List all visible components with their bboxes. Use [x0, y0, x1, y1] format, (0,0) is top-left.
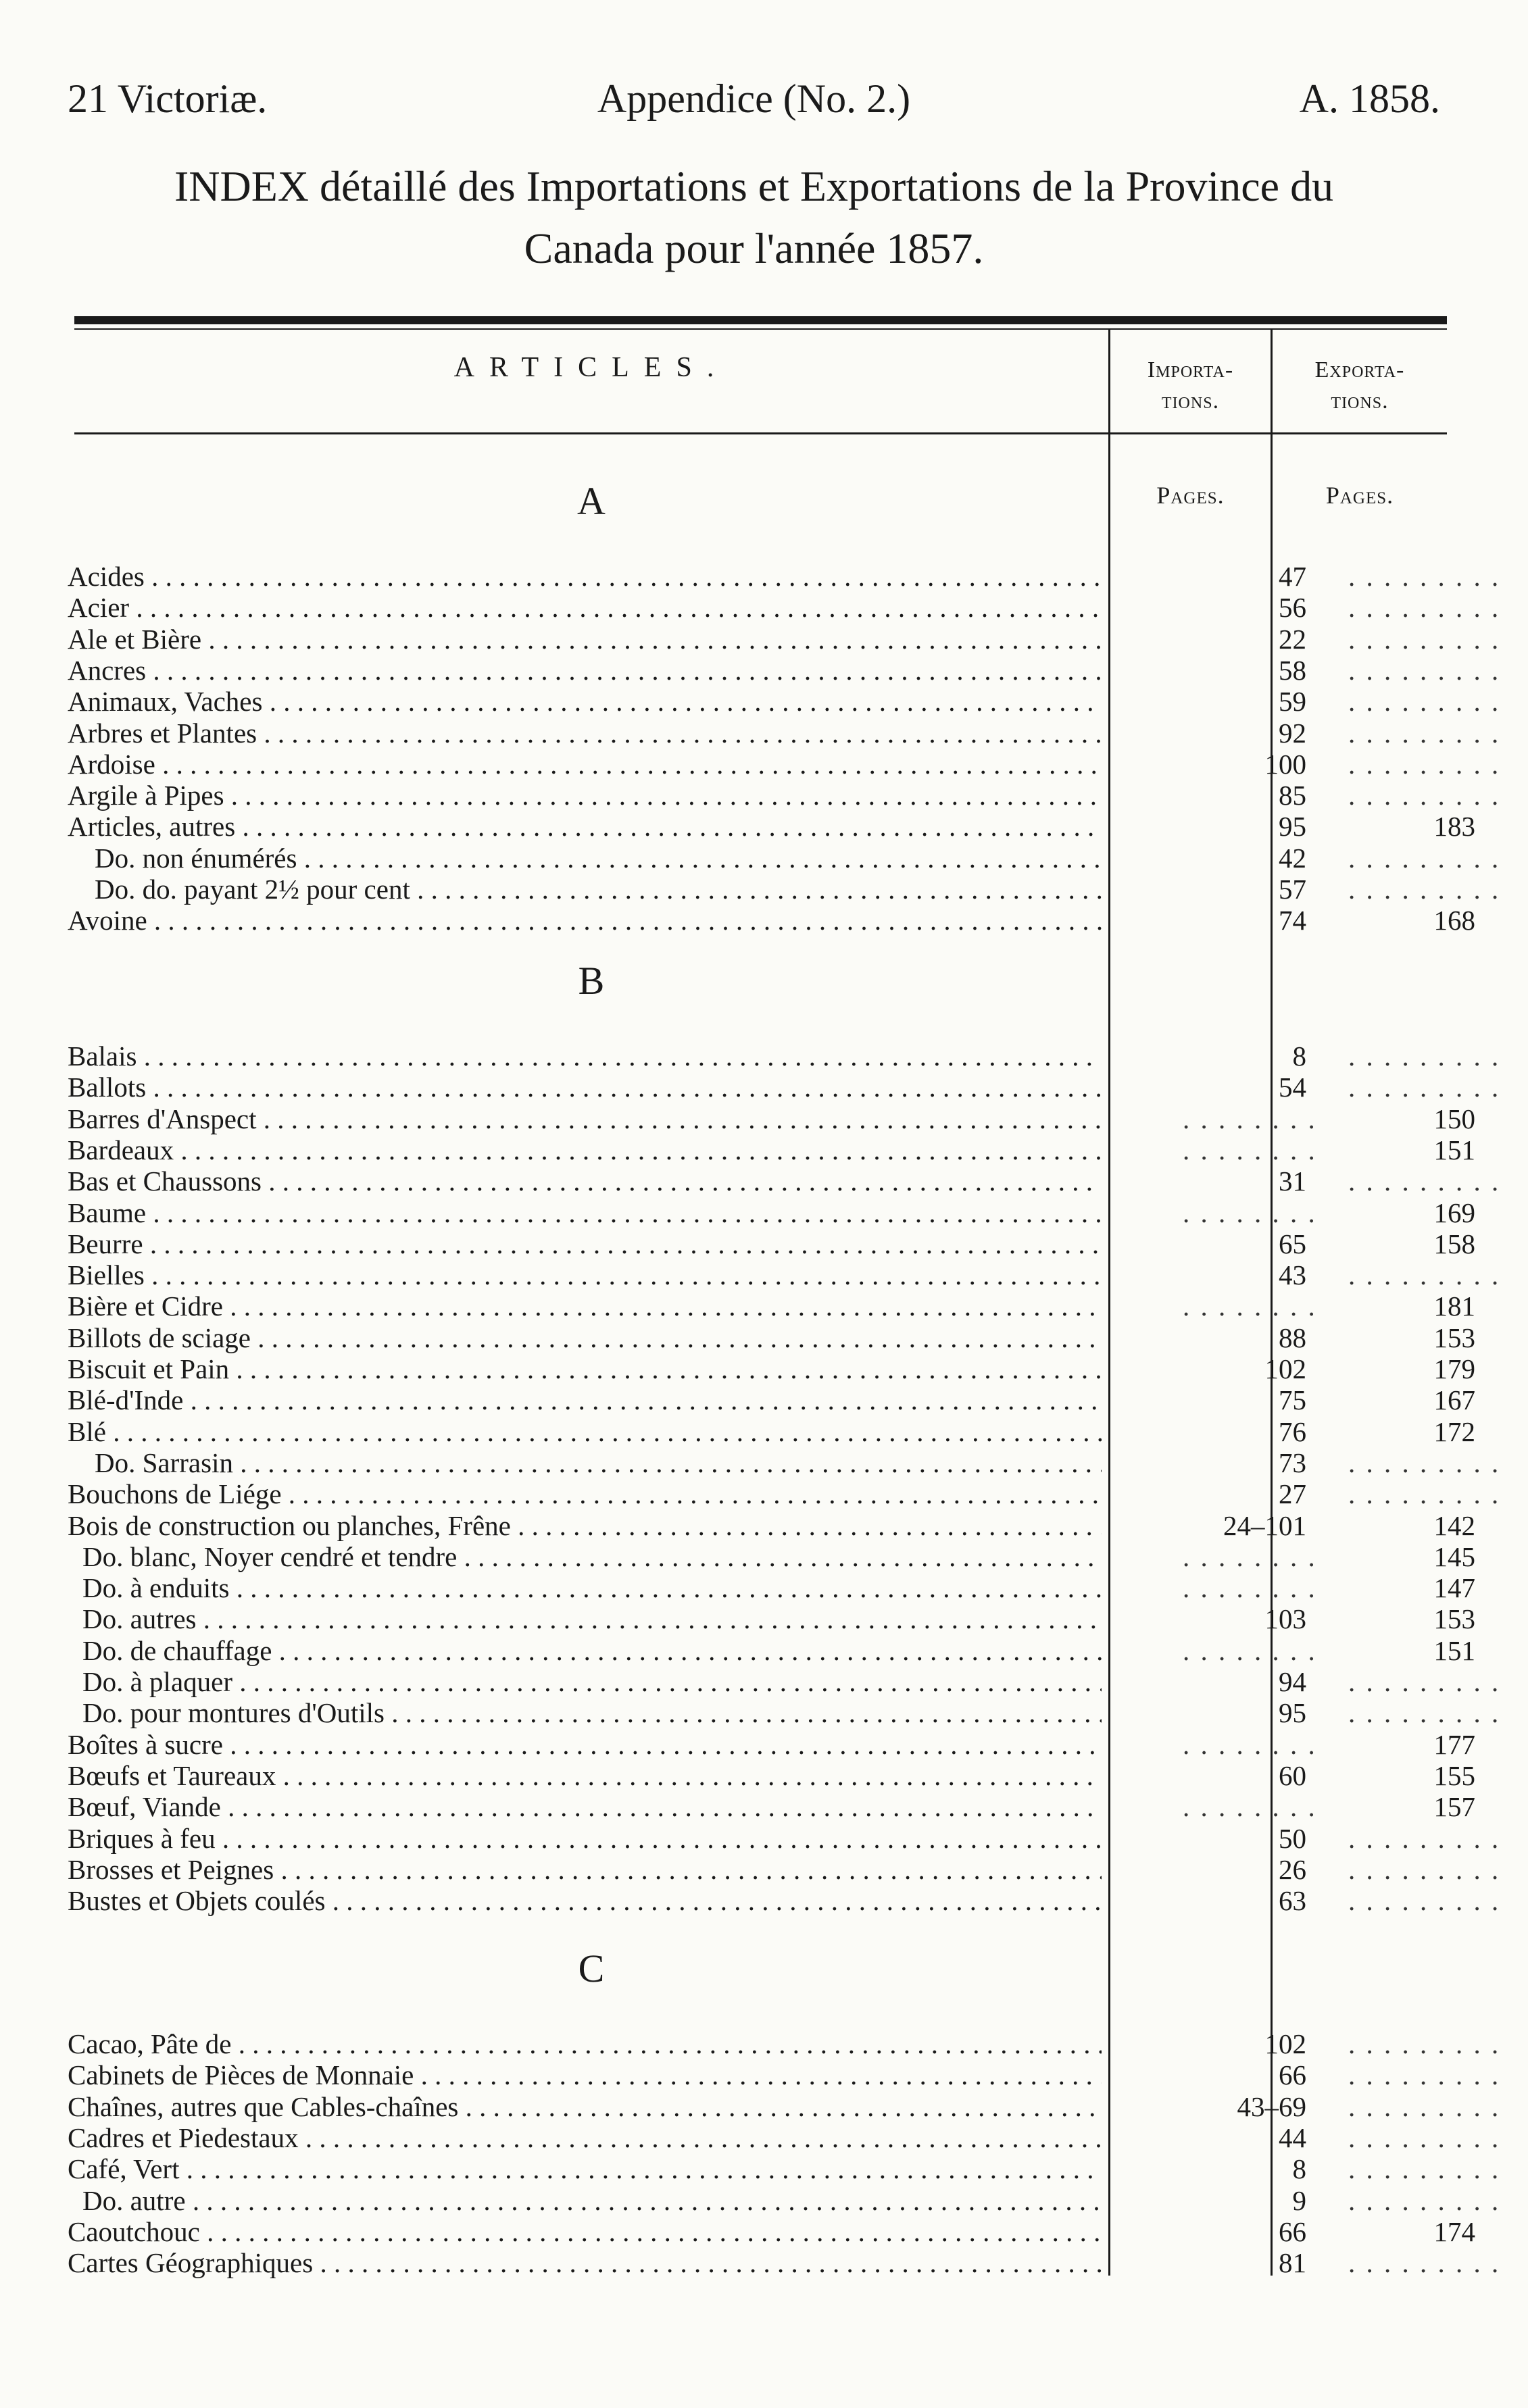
article-name: Avoine . . . — [68, 905, 1102, 936]
imports-page-empty — [1183, 1791, 1325, 1822]
article-name: Do. à plaquer . . . — [68, 1666, 1102, 1697]
index-row — [68, 1197, 1475, 1228]
index-row — [68, 655, 1447, 686]
imports-page: 65 — [1279, 1228, 1306, 1259]
imports-page: 22 — [1279, 624, 1306, 655]
imports-page: 27 — [1279, 1478, 1306, 1509]
article-name: Bas et Chaussons . . . — [68, 1165, 1102, 1197]
article-name: Café, Vert . . . — [68, 2153, 1102, 2184]
article-name: Bielles . . . — [68, 1259, 1102, 1290]
imports-page: 59 — [1279, 686, 1306, 717]
index-row — [68, 2091, 1447, 2122]
imports-page: 66 — [1279, 2216, 1306, 2247]
article-name: Bœufs et Taureaux . . . — [68, 1760, 1102, 1791]
index-row — [68, 905, 1475, 936]
exports-page-empty — [1348, 718, 1510, 749]
exports-page: 183 — [1433, 811, 1475, 842]
index-row — [68, 780, 1447, 811]
column-header-articles: ARTICLES. — [453, 352, 729, 383]
index-row — [68, 1697, 1447, 1728]
exports-page-empty — [1348, 624, 1510, 655]
exports-page-empty — [1348, 780, 1510, 811]
exports-page: 147 — [1433, 1572, 1475, 1603]
index-row — [68, 1823, 1447, 1854]
exports-page-empty — [1348, 2247, 1510, 2278]
exports-page: 151 — [1433, 1134, 1475, 1165]
article-name: Do. non énumérés . . . — [68, 843, 1102, 874]
article-name: Arbres et Plantes . . . — [68, 718, 1102, 749]
section-letter-a: A — [577, 479, 606, 523]
index-row — [68, 874, 1447, 905]
exports-page-empty — [1348, 2153, 1510, 2184]
article-name: Bouchons de Liége . . . — [68, 1478, 1102, 1509]
title-line-1: INDEX détaillé des Importations et Exportations de la Province du — [174, 162, 1334, 210]
exports-page-empty — [1348, 2028, 1510, 2059]
exports-page-empty — [1348, 1885, 1510, 1916]
index-row — [68, 1040, 1447, 1072]
imports-page: 66 — [1279, 2059, 1306, 2090]
imports-page: 100 — [1264, 749, 1306, 780]
article-name: Balais . . . — [68, 1040, 1102, 1072]
imports-page: 24–101 — [1223, 1510, 1306, 1541]
article-name: Biscuit et Pain . . . — [68, 1353, 1102, 1384]
imports-page: 58 — [1279, 655, 1306, 686]
imports-page: 9 — [1292, 2185, 1306, 2216]
imports-header-line-2: tions. — [1161, 388, 1220, 413]
exports-page-empty — [1348, 1854, 1510, 1885]
column-header-imports — [1110, 355, 1271, 417]
section-letter-b: B — [578, 959, 605, 1003]
index-row — [68, 2153, 1447, 2184]
header-rule — [74, 432, 1447, 434]
exports-page-empty — [1348, 843, 1510, 874]
article-name: Blé-d'Inde . . . — [68, 1384, 1102, 1415]
imports-page: 44 — [1279, 2122, 1306, 2153]
imports-page: 74 — [1279, 905, 1306, 936]
page-title — [68, 155, 1440, 280]
index-row — [68, 624, 1447, 655]
article-name: Boîtes à sucre . . . — [68, 1729, 1102, 1760]
index-row — [68, 1635, 1475, 1666]
imports-page: 57 — [1279, 874, 1306, 905]
imports-page: 43 — [1279, 1259, 1306, 1290]
index-row — [68, 1416, 1475, 1447]
exports-page: 153 — [1433, 1603, 1475, 1634]
imports-page-empty — [1183, 1290, 1325, 1322]
index-row — [68, 1384, 1475, 1415]
imports-page: 8 — [1292, 2153, 1306, 2184]
index-row — [68, 686, 1447, 717]
exports-page-empty — [1348, 1823, 1510, 1854]
article-name: Blé . . . — [68, 1416, 1102, 1447]
article-name: Cacao, Pâte de . . . — [68, 2028, 1102, 2059]
top-rule-thin — [74, 328, 1447, 330]
imports-page: 103 — [1264, 1603, 1306, 1634]
header-session: 21 Victoriæ. — [68, 76, 268, 121]
article-name: Beurre . . . — [68, 1228, 1102, 1259]
imports-page-empty — [1183, 1572, 1325, 1603]
index-row — [68, 1760, 1475, 1791]
index-row — [68, 2122, 1447, 2153]
exports-page-empty — [1348, 874, 1510, 905]
imports-page: 63 — [1279, 1885, 1306, 1916]
article-name: Ancres . . . — [68, 655, 1102, 686]
imports-page: 85 — [1279, 780, 1306, 811]
article-name: Cartes Géographiques . . . — [68, 2247, 1102, 2278]
article-name: Baume . . . — [68, 1197, 1102, 1228]
imports-page: 60 — [1279, 1760, 1306, 1791]
index-row — [68, 1259, 1447, 1290]
article-name: Bustes et Objets coulés . . . — [68, 1885, 1102, 1916]
article-name: Ardoise . . . — [68, 749, 1102, 780]
exports-page-empty — [1348, 1666, 1510, 1697]
exports-page: 153 — [1433, 1322, 1475, 1353]
imports-page: 42 — [1279, 843, 1306, 874]
imports-page-empty — [1183, 1103, 1325, 1134]
article-name: Bière et Cidre . . . — [68, 1290, 1102, 1322]
imports-page-empty — [1183, 1729, 1325, 1760]
article-name: Do. Sarrasin . . . — [68, 1447, 1102, 1478]
index-row — [68, 1103, 1475, 1134]
exports-page-empty — [1348, 1259, 1510, 1290]
imports-page: 75 — [1279, 1384, 1306, 1415]
imports-page: 43–69 — [1237, 2091, 1306, 2122]
top-rule-thick — [74, 316, 1447, 324]
article-name: Ballots . . . — [68, 1072, 1102, 1103]
imports-page: 102 — [1264, 1353, 1306, 1384]
exports-page-empty — [1348, 1165, 1510, 1197]
article-name: Do. blanc, Noyer cendré et tendre . . . — [68, 1541, 1102, 1572]
exports-page-empty — [1348, 2122, 1510, 2153]
index-row — [68, 1885, 1447, 1916]
exports-page-empty — [1348, 1040, 1510, 1072]
header-appendix: Appendice (No. 2.) — [597, 76, 911, 121]
index-row — [68, 1572, 1475, 1603]
exports-page-empty — [1348, 749, 1510, 780]
exports-page: 174 — [1433, 2216, 1475, 2247]
imports-page: 102 — [1264, 2028, 1306, 2059]
imports-page-empty — [1183, 1134, 1325, 1165]
exports-page: 179 — [1433, 1353, 1475, 1384]
section-letter-c: C — [578, 1947, 605, 1990]
imports-page: 94 — [1279, 1666, 1306, 1697]
index-row — [68, 1666, 1447, 1697]
imports-page-empty — [1183, 1197, 1325, 1228]
exports-header-line-1: Exporta- — [1314, 357, 1405, 382]
imports-page: 56 — [1279, 592, 1306, 623]
exports-page: 142 — [1433, 1510, 1475, 1541]
article-name: Do. de chauffage . . . — [68, 1635, 1102, 1666]
imports-page: 8 — [1292, 1040, 1306, 1072]
imports-page: 73 — [1279, 1447, 1306, 1478]
index-row — [68, 1510, 1475, 1541]
article-name: Argile à Pipes . . . — [68, 780, 1102, 811]
article-name: Do. autre . . . — [68, 2185, 1102, 2216]
index-row — [68, 1729, 1475, 1760]
imports-page: 88 — [1279, 1322, 1306, 1353]
article-name: Briques à feu . . . — [68, 1823, 1102, 1854]
article-name: Do. pour montures d'Outils . . . — [68, 1697, 1102, 1728]
exports-page-empty — [1348, 686, 1510, 717]
index-row — [68, 1478, 1447, 1509]
exports-page-empty — [1348, 592, 1510, 623]
index-row — [68, 1447, 1447, 1478]
index-row — [68, 1854, 1447, 1885]
article-name: Cabinets de Pièces de Monnaie . . . — [68, 2059, 1102, 2090]
index-row — [68, 561, 1447, 592]
article-name: Acides . . . — [68, 561, 1102, 592]
title-line-2: Canada pour l'année 1857. — [524, 224, 984, 272]
article-name: Do. à enduits . . . — [68, 1572, 1102, 1603]
exports-page-empty — [1348, 2059, 1510, 2090]
exports-page-empty — [1348, 2091, 1510, 2122]
exports-header-line-2: tions. — [1331, 388, 1389, 413]
exports-page: 169 — [1433, 1197, 1475, 1228]
exports-page: 168 — [1433, 905, 1475, 936]
exports-page-empty — [1348, 1072, 1510, 1103]
imports-page: 47 — [1279, 561, 1306, 592]
article-name: Bœuf, Viande . . . — [68, 1791, 1102, 1822]
article-name: Do. do. payant 2½ pour cent . . . — [68, 874, 1102, 905]
exports-page-empty — [1348, 561, 1510, 592]
index-row — [68, 749, 1447, 780]
exports-page-empty — [1348, 1697, 1510, 1728]
exports-page: 150 — [1433, 1103, 1475, 1134]
imports-page: 81 — [1279, 2247, 1306, 2278]
article-name: Barres d'Anspect . . . — [68, 1103, 1102, 1134]
index-row — [68, 2028, 1447, 2059]
article-name: Animaux, Vaches . . . — [68, 686, 1102, 717]
exports-page: 157 — [1433, 1791, 1475, 1822]
index-row — [68, 843, 1447, 874]
exports-page-empty — [1348, 1447, 1510, 1478]
exports-page: 167 — [1433, 1384, 1475, 1415]
imports-page: 95 — [1279, 811, 1306, 842]
index-row — [68, 2185, 1447, 2216]
exports-page-empty — [1348, 655, 1510, 686]
exports-page-empty — [1348, 2185, 1510, 2216]
index-row — [68, 811, 1475, 842]
index-row — [68, 1791, 1475, 1822]
exports-page: 158 — [1433, 1228, 1475, 1259]
index-row — [68, 718, 1447, 749]
imports-page-empty — [1183, 1541, 1325, 1572]
imports-header-line-1: Importa- — [1147, 357, 1234, 382]
article-name: Caoutchouc . . . — [68, 2216, 1102, 2247]
imports-page: 50 — [1279, 1823, 1306, 1854]
index-row — [68, 1603, 1475, 1634]
index-row — [68, 1228, 1475, 1259]
exports-page: 181 — [1433, 1290, 1475, 1322]
article-name: Billots de sciage . . . — [68, 1322, 1102, 1353]
index-row — [68, 1353, 1475, 1384]
exports-page: 177 — [1433, 1729, 1475, 1760]
exports-page-empty — [1348, 1478, 1510, 1509]
index-row — [68, 1134, 1475, 1165]
exports-page: 155 — [1433, 1760, 1475, 1791]
index-row — [68, 592, 1447, 623]
article-name: Articles, autres . . . — [68, 811, 1102, 842]
exports-page: 151 — [1433, 1635, 1475, 1666]
article-name: Ale et Bière . . . — [68, 624, 1102, 655]
imports-pages-label: Pages. — [1156, 482, 1225, 509]
article-name: Acier . . . — [68, 592, 1102, 623]
article-name: Cadres et Piedestaux . . . — [68, 2122, 1102, 2153]
index-row — [68, 2059, 1447, 2090]
exports-pages-label: Pages. — [1325, 482, 1394, 509]
imports-page: 31 — [1279, 1165, 1306, 1197]
article-name: Do. autres . . . — [68, 1603, 1102, 1634]
index-row — [68, 2216, 1475, 2247]
index-row — [68, 2247, 1447, 2278]
article-name: Bardeaux . . . — [68, 1134, 1102, 1165]
imports-page: 95 — [1279, 1697, 1306, 1728]
imports-page-empty — [1183, 1635, 1325, 1666]
article-name: Bois de construction ou planches, Frêne . . . — [68, 1510, 1102, 1541]
imports-page: 92 — [1279, 718, 1306, 749]
running-header — [68, 76, 1440, 130]
imports-page: 54 — [1279, 1072, 1306, 1103]
imports-page: 26 — [1279, 1854, 1306, 1885]
column-header-exports — [1273, 355, 1447, 417]
article-name: Chaînes, autres que Cables-chaînes . . . — [68, 2091, 1102, 2122]
index-row — [68, 1290, 1475, 1322]
article-name: Brosses et Peignes . . . — [68, 1854, 1102, 1885]
imports-page: 76 — [1279, 1416, 1306, 1447]
header-year: A. 1858. — [1299, 76, 1440, 121]
index-row — [68, 1072, 1447, 1103]
index-row — [68, 1541, 1475, 1572]
index-row — [68, 1165, 1447, 1197]
exports-page: 172 — [1433, 1416, 1475, 1447]
index-row — [68, 1322, 1475, 1353]
exports-page: 145 — [1433, 1541, 1475, 1572]
